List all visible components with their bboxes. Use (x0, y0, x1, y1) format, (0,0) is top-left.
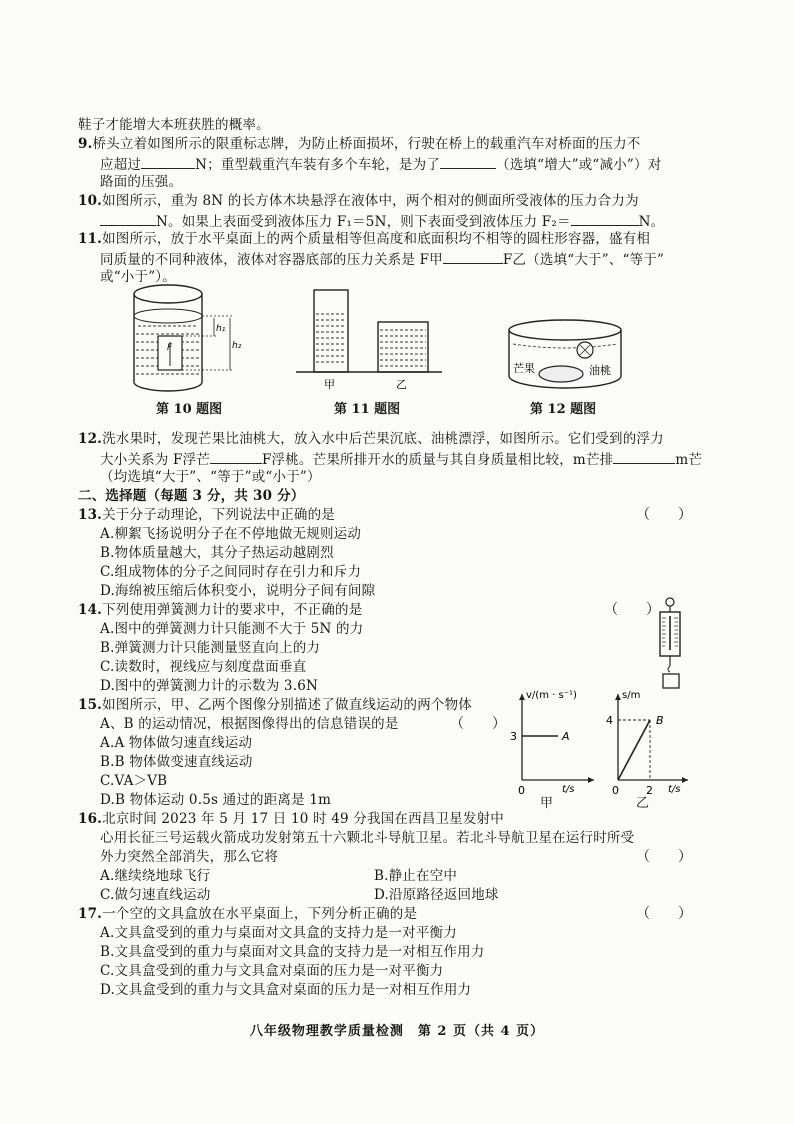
option-b: B.弹簧测力计只能测量竖直向上的力 (100, 640, 321, 656)
question-9-line1: 9.桥头立着如图所示的限重标志牌，为防止桥面损坏，行驶在桥上的载重汽车对桥面的压力不 (78, 136, 641, 152)
series-b-line (618, 720, 650, 780)
option-a: A.继续绕地球飞行 (100, 868, 211, 884)
figure-11-caption: 第 11 题图 (334, 402, 401, 417)
figure-10-cylinder (128, 282, 248, 394)
option-c: C.组成物体的分子之间同时存在引力和斥力 (100, 564, 362, 580)
section-heading: 二、选择题（每题 3 分，共 30 分） (78, 488, 305, 504)
answer-paren[interactable]: （ ） (636, 849, 692, 865)
figure-10-caption: 第 10 题图 (156, 402, 223, 417)
answer-paren[interactable]: （ ） (604, 602, 660, 618)
svg-text:t/s: t/s (668, 784, 681, 795)
question-16-line3: 外力突然全部消失，那么它将 (100, 849, 279, 865)
spring-scale-figure (650, 596, 690, 692)
displacement-time-graph (604, 686, 694, 800)
svg-text:芒果: 芒果 (513, 362, 535, 375)
svg-text:2: 2 (646, 784, 653, 797)
question-11-line3: 或“小于”）。 (100, 269, 176, 285)
answer-blank[interactable] (613, 449, 675, 464)
answer-paren[interactable]: （ ） (450, 716, 506, 732)
answer-blank[interactable] (100, 211, 156, 226)
question-17: 17.一个空的文具盒放在水平桌面上，下列分析正确的是 (78, 906, 418, 922)
option-d: D.图中的弹簧测力计的示数为 3.6N (100, 678, 319, 694)
option-a: A.文具盒受到的重力与桌面对文具盒的支持力是一对平衡力 (100, 925, 457, 941)
velocity-time-graph (500, 686, 600, 800)
option-c: C.VA＞VB (100, 773, 168, 789)
figure-12-fruits (505, 318, 625, 396)
page-footer: 八年级物理教学质量检测 第 2 页（共 4 页） (249, 1024, 545, 1039)
question-12-line2: 大小关系为 F浮芒 F浮桃。芒果所排开水的质量与其自身质量相比较，m芒排 m芒 (100, 449, 702, 470)
svg-text:B: B (656, 714, 664, 727)
option-a: A.A 物体做匀速直线运动 (100, 735, 253, 751)
question-9-line2: 应超过 N；重型载重汽车装有多个车轮，是为了 （选填“增大”或“减小”）对 (100, 154, 661, 175)
svg-text:F: F (167, 343, 173, 353)
question-12-line1: 12.洗水果时，发现芒果比油桃大，放入水中后芒果沉底、油桃漂浮，如图所示。它们受到的浮力 (78, 431, 664, 447)
option-b: B.B 物体做变速直线运动 (100, 754, 253, 770)
question-11-line1: 11.如图所示，放于水平桌面上的两个质量相等但高度和底面积均不相等的圆柱形容器，盛有相 (78, 231, 651, 247)
text-line: 鞋子才能增大本班获胜的概率。 (78, 117, 270, 133)
option-d: D.沿原路径返回地球 (374, 887, 499, 903)
answer-blank[interactable] (210, 449, 262, 464)
answer-paren[interactable]: （ ） (636, 906, 692, 922)
svg-text:乙: 乙 (396, 378, 407, 391)
option-c: C.读数时，视线应与刻度盘面垂直 (100, 659, 307, 675)
question-13: 13.关于分子动理论，下列说法中正确的是 (78, 507, 335, 523)
svg-text:t/s: t/s (562, 784, 575, 795)
graph-yi-caption: 乙 (636, 796, 650, 811)
svg-text:4: 4 (606, 714, 613, 727)
svg-text:v/(m · s⁻¹): v/(m · s⁻¹) (526, 690, 577, 701)
option-b: B.文具盒受到的重力与桌面对文具盒的支持力是一对相互作用力 (100, 944, 485, 960)
svg-text:h₁: h₁ (216, 324, 226, 334)
answer-blank[interactable] (571, 211, 639, 226)
answer-blank[interactable] (141, 154, 195, 169)
svg-text:A: A (562, 730, 570, 743)
option-d: D.文具盒受到的重力与文具盒对桌面的压力是一对相互作用力 (100, 982, 472, 998)
option-d: D.B 物体运动 0.5s 通过的距离是 1m (100, 792, 332, 808)
option-a: A.图中的弹簧测力计只能测不大于 5N 的力 (100, 621, 364, 637)
option-b: B.静止在空中 (374, 868, 458, 884)
option-d: D.海绵被压缩后体积变小，说明分子间有间隙 (100, 583, 376, 599)
svg-text:3: 3 (510, 730, 517, 743)
svg-text:h₂: h₂ (232, 341, 242, 351)
question-11-line2: 同质量的不同种液体，液体对容器底部的压力关系是 F甲 F乙（选填“大于”、“等于” (100, 249, 664, 270)
question-10-line2: N。如果上表面受到液体压力 F₁＝5N，则下表面受到液体压力 F₂＝ N。 (100, 211, 664, 232)
answer-blank[interactable] (440, 154, 496, 169)
question-16-line1: 16.北京时间 2023 年 5 月 17 日 10 时 49 分我国在西昌卫星发射中 (78, 811, 504, 827)
option-a: A.柳絮飞扬说明分子在不停地做无规则运动 (100, 526, 362, 542)
answer-blank[interactable] (443, 249, 503, 264)
svg-text:甲: 甲 (324, 378, 335, 391)
option-c: C.做匀速直线运动 (100, 887, 211, 903)
question-14: 14.下列使用弹簧测力计的要求中，不正确的是 (78, 602, 363, 618)
option-c: C.文具盒受到的重力与文具盒对桌面的压力是一对平衡力 (100, 963, 444, 979)
svg-text:0: 0 (518, 784, 525, 797)
question-10-line1: 10.如图所示，重为 8N 的长方体木块悬浮在液体中，两个相对的侧面所受液体的压力合力为 (78, 193, 639, 209)
figure-11-containers (296, 284, 442, 392)
svg-text:0: 0 (612, 784, 619, 797)
question-9-line3: 路面的压强。 (100, 174, 183, 190)
option-b: B.物体质量越大，其分子热运动越剧烈 (100, 545, 334, 561)
question-15-line2: A、B 的运动情况，根据图像得出的信息错误的是 (100, 716, 399, 732)
svg-text:油桃: 油桃 (589, 364, 611, 377)
question-12-line3: （均选填“大于”、“等于”或“小于”） (100, 469, 321, 485)
figure-12-caption: 第 12 题图 (530, 402, 597, 417)
answer-paren[interactable]: （ ） (636, 507, 692, 523)
svg-text:s/m: s/m (622, 690, 641, 701)
graph-jia-caption: 甲 (540, 796, 554, 811)
question-15-line1: 15.如图所示，甲、乙两个图像分别描述了做直线运动的两个物体 (78, 697, 472, 713)
question-16-line2: 心用长征三号运载火箭成功发射第五十六颗北斗导航卫星。若北斗导航卫星在运行时所受 (100, 830, 635, 846)
